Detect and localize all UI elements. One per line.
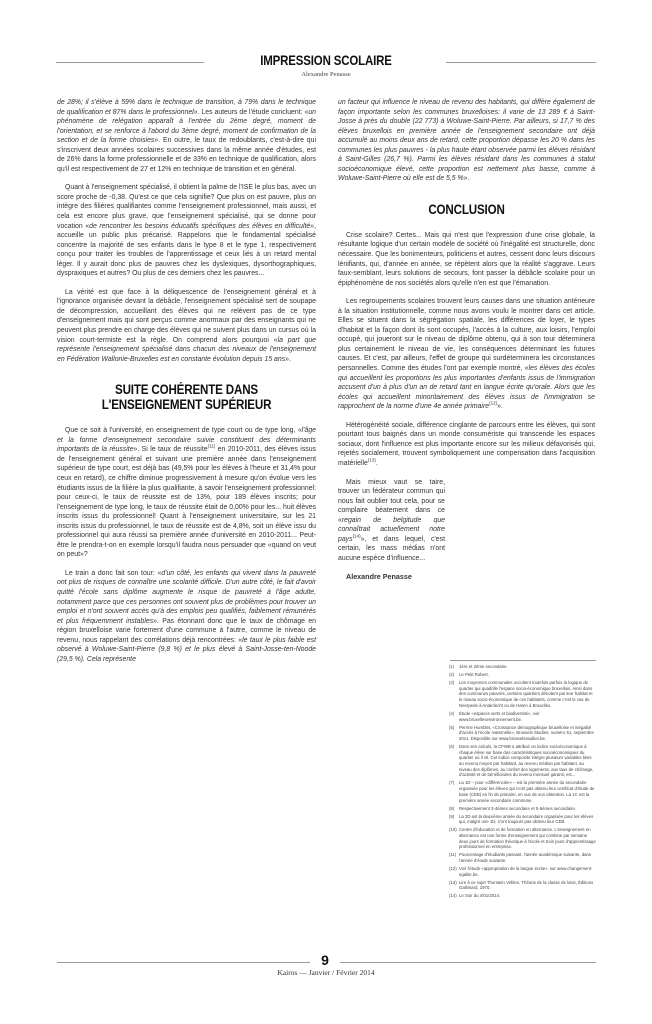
footnote-item [449, 780, 597, 803]
footnote-number: (11) [449, 852, 457, 858]
footnote-item [449, 711, 597, 722]
footnote-item [449, 852, 597, 863]
footnote-ref[interactable]: (14) [352, 533, 361, 539]
footnote-text: Dans ses calculs, la CFWB a attribué un indice socioéconomique à chaque élève sur base des caractéristiques socioéconomiques du quartier où il vit. Cet indice composite intègre plusieurs variables liées au revenu moyen par habitant, au revenu médian par habitant, au niveau des diplômes, au confort des logements, aux taux de chômage, d'activité et de bénéficiaires du revenu mensuel garanti, etc... [459, 743, 594, 778]
footnote-number: (2) [449, 672, 455, 677]
paragraph: La vérité est que face à la déliquescence de l'enseignement général et à l'ignorance organisée devant la débâcle, l'enseignement spécialisé sert de soupape de décompression, accueillant des élèves qui ne relèvent pas de ce type d'enseignement mais qui sont perçus comme anormaux par des enseignants qui ne peuvent plus prendre en charge des élèves qui ne suivent plus dans un cursus où la vision court-termiste est la règle. On comprend alors pourquoi «la part que représente l'enseignement spécialisé dans chacun des niveaux de l'enseignement en Fédération Wallonie-Bruxelles est en constante évolution depuis 15 ans». [57, 288, 316, 363]
footnote-text: Perrine Humblet, «Croissance démographique bruxelloise et inégalité d'accès à l'école maternelle», Brussels Studies, numéro 51, septembre 2011. Disponible sur www.brusselsstudies.be . [459, 724, 594, 741]
footnote-text: Lire à ce sujet Thorstein Veblen, Théorie de la classe de loisir, Éditions Gallimard, 1970. [459, 879, 594, 891]
section-heading: SUITE COHÉRENTE DANS L'ENSEIGNEMENT SUPÉRIEUR [101, 382, 272, 413]
footnote-item [449, 880, 597, 891]
footnote-text: Le Petit Robert. [459, 672, 489, 677]
footnote-text: La 2D est la deuxième année du secondaire organisée pour les élèves qui, malgré une 1D, n'ont toujours pas obtenu leur CEB. [459, 813, 594, 825]
section-title: IMPRESSION SCOLAIRE [260, 52, 392, 68]
footnote-item [449, 814, 597, 825]
footnote-text: Le Soir du 4/01/2014. [459, 893, 501, 899]
footnote-number: (3) [449, 680, 455, 685]
paragraph: Hétérogénéité sociale, différence cinglante de parcours entre les élèves, qui sont pourtant tous baignés dans un monde consumériste qui transcende les espaces sociaux, dont l'influence est plus importante encore sur les milieux défavorisés qui, rejetés socialement, trouvent symboliquement une compensation dans l'acquisition matérielle$^{(13)}$. [338, 421, 595, 467]
footnote-item [449, 725, 597, 742]
paragraph: Les regroupements scolaires trouvent leurs causes dans une situation antérieure à la situation institutionnelle, comme nous avons voulu le montrer dans cet article. Elles se situent dans la ségrégation spatiale, les différences de loyer, le types d'habitat et la façon dont ils sont occupés, l'accès à la culture, aux loisirs, l'emploi occupé, qui joueront sur le niveau de diplôme obtenu, qui à son tour déterminera plus certainement le niveau de vie, les conséquences déterminant les futures causes. Et c'est, par ailleurs, l'effet de groupe qui surdéterminera les circonstances personnelles. Comme des études l'ont par exemple montré, «les élèves des écoles qui accueillent les proportions les plus importantes d'enfants issus de l'immigration accusent d'un à plus d'un an de retard tant en langue écrite qu'orale. Alors que les écoles qui accueillent minoritairement des élèves issus de l'immigration se rapprochent de la norme d'une 4e année primaire$^{(12)}$». [338, 298, 595, 411]
header-author: Alexandre Penasse [301, 71, 351, 78]
footnote-item [449, 827, 597, 850]
signature: Alexandre Penasse [346, 572, 412, 582]
column-right [338, 98, 595, 591]
paragraph: Quant à l'enseignement spécialisé, il obtient la palme de l'ISE le plus bas, avec un score proche de -0,38. Qu'est ce que cela signifie? Que plus on est pauvre, plus on intègre des filières qualifiantes comme l'enseignement professionnel, mais aussi, et cela est encore plus grave, que l'enseignement spécialisé, qui se donne pour vocation «de rencontrer les besoins éducatifs spécifiques des élèves en difficulté», accueille un public plus précarisé. Rappelons que le fondamental spécialisé concentre la majorité de ses enfants dans le type 8 et le type 1, respectivement conçu pour traiter les troubles de l'apprentissage et ceux liés à un retard mental léger. Il y aurait donc plus de pauvres chez les dyslexiques, dysorthographiques, dyspraxiques et autres? Ou plus de ces derniers chez les pauvres... [57, 184, 316, 278]
footnote-text: Respectivement 3-4èmes secondaire et 5-6èmes secondaire. [459, 805, 577, 811]
footnote-text: Pourcentage d'étudiants passant, l'année académique suivante, dans l'année d'étude suivante. [459, 852, 592, 864]
footnote-number: (7) [449, 780, 455, 786]
footnote-ref[interactable]: (11) [207, 444, 216, 450]
footnote-number: (14) [449, 893, 457, 899]
page-number: 9 [321, 952, 329, 968]
footnote-text: Étude «espaces verts et biodiversité», voir www.bruxellesenvironnement.be. [459, 710, 540, 722]
footnote-text: Voir l'étude «appropriation de la langue écrite», sur www.changement-egalite.be. [459, 866, 593, 877]
footer-rule-right [340, 962, 596, 963]
footnotes [449, 664, 597, 901]
footnote-number: (4) [449, 710, 455, 716]
conclusion-heading: CONCLUSION [428, 201, 505, 217]
footnote-number: (13) [449, 879, 457, 885]
paragraph: Que ce soit à l'université, en enseignement de type court ou de type long, «l'âge et la forme d'enseignement secondaire suivie constituent des déterminants importants de la réussite». Si le taux de réussite$^{(11)}$ en 2010-2011, des élèves issus de l'enseignement général et suivant une première année dans l'enseignement supérieur de type court, est déjà bas (49,5% pour les élèves à l'heure et 31,4% pour ceux en retard), ce chiffre diminue progressivement à mesure qu'on évolue vers les étudiants issus de la filière la plus qualifiante, à savoir l'enseignement professionnel: pour ceux-ci, le taux de réussite est de 13%, pour 189 élèves inscrits; pour l'enseignement de type long, le taux de réussite était de 0,00% pour les... huit élèves inscrits issus du professionnel! Quant à l'enseignement universitaire, sur les 21 inscrits issus du professionnel, le taux de réussite est de 4,8%, soit un élève issu du professionnel qui aura réussi sa première année d'université en 2010-2011... Peut-être le prendra-t-on en exemple lorsqu'il faudra nous persuader que «quand on veut on peut»? [57, 427, 316, 559]
footnote-item [449, 806, 597, 812]
paragraph: Le train a donc fait son tour: «d'un côté, les enfants qui vivent dans la pauvreté ont plus de risques de connaître une scolarité difficile. D'un autre côté, le fait d'avoir quitté l'école sans diplôme augmente le risque de pauvreté à l'âge adulte, notamment parce que ces personnes ont souvent plus de problèmes pour trouver un emploi et n'ont souvent accès qu'à des emplois peu qualifiés, faiblement rémunérés et plus fréquemment instables». Pas étonnant donc que le taux de chômage en région bruxelloise varie fortement d'une commune à l'autre, comme le niveau de revenu, nous rappelant des corrélations déjà rencontrées: «le taux le plus faible est observé à Woluwe-Saint-Pierre (9,8 %) et le plus élevé à Saint-Josse-ten-Noode (29,5 %). Cela représente [57, 569, 317, 663]
footnote-number: (10) [449, 827, 457, 833]
footnote-item [449, 744, 597, 778]
footnote-number: (6) [449, 743, 455, 749]
footnote-item [449, 664, 597, 670]
footnote-item [449, 893, 597, 899]
footnote-number: (8) [449, 805, 455, 811]
footer-rule-left [57, 962, 310, 963]
footnote-number: (12) [449, 866, 457, 872]
page-header [56, 52, 596, 82]
footnotes-rule [450, 660, 596, 661]
footnote-item [449, 866, 597, 877]
footnote-text: Les moyennes communales occultent toutefois parfois la logique de quartier qui quadrille l'espace socio-économique bruxellois. Ainsi dans des communes pauvres, certains quartiers dénotent par leur habitat et le niveau socio-économique de ces habitants, comme c'est le cas de Neerpede à Anderlecht ou de Haren à Bruxelles. [459, 680, 593, 708]
paragraph: Crise scolaire? Certes... Mais qui n'est que l'expression d'une crise globale, la résultante logique d'un certain modèle de société où l'inégalité est structurelle, donc nécessaire. Que les bonimenteurs, politiciens et autres, cessent donc leurs discours lénifiants, qui, d'année en année, se répètent alors que la réalité s'aggrave. Leurs faux-semblant, leurs solutions de secours, font passer la débâcle scolaire pour un épiphénomène de nos sociétés alors qu'elle n'en est que l'émanation. [338, 231, 595, 287]
paragraph: Mais mieux vaut se taire, trouver un fédérateur commun qui nous fait oublier tout cela, pour se complaire béatement dans ce «regain de belgitude que connaîtrait actuellement notre pays$^{(14)}$», et dans lequel, c'est certain, les mass médias n'ont aucune espèce d'influence... [338, 478, 445, 562]
footnote-ref[interactable]: (13) [367, 457, 376, 463]
footnote-number: (1) [449, 664, 455, 669]
column-left [57, 98, 316, 673]
paragraph: de 28%; il s'élève à 59% dans le technique de transition, à 79% dans le technique de qualification et 87% dans le professionnel». Les auteurs de l'étude concluent: «un phénomène de relégation apparaît à l'entrée du 2ème degré, moment de l'orientation, et se renforce à l'abord du 3ème degré, moment de confirmation de la section et de la forme choisies». En outre, le taux de redoublants, c'est-à-dire qui s'inscrivent deux années scolaires successives dans la même année d'études, est de 26% dans la forme professionnelle et de 33% en technique de qualification, alors qu'il est respectivement de 27 et 12% en technique de transition et en général. [57, 99, 317, 173]
footnote-number: (5) [449, 724, 455, 730]
footnote-item [449, 672, 597, 678]
paragraph: un facteur qui influence le niveau de revenu des habitants, qui diffère également de façon importante selon les communes bruxelloises: il varie de 13 289 € à Saint-Josse à près du double (22 773) à Woluwe-Saint-Pierre. Par ailleurs, si 17,7 % des élèves bruxellois en première année de l'enseignement secondaire ont déjà accumulé au moins deux ans de retard, cette proportion dépasse les 20 % dans les communes les plus pauvres - la plus haute étant observée parmi les élèves résidant à Saint-Gilles (26,7 %). Parmi les élèves résidant dans les communes à statut socioéconomique élevé, cette proportion est nettement plus basse, comme à Woluwe-Saint-Pierre où elle est de 5,5 %». [338, 99, 595, 183]
issue-info: Kairos — Janvier / Février 2014 [277, 968, 375, 977]
footnote-number: (9) [449, 813, 455, 819]
footnote-text: 1ère et 2ème secondaire. [459, 664, 508, 669]
footnote-item [449, 680, 597, 709]
footnote-ref[interactable]: (12) [489, 400, 498, 406]
footnote-text: La 1D – pour «différenciée» – est la première année du secondaire organisée pour les élèves qui n'ont pas obtenu leur certificat d'étude de base (CEB) en fin de primaire, en vue de son obtention. La 1C est la première année secondaire commune. [459, 780, 595, 803]
footnote-text: Centre d'éducation et de formation en alternance. L'enseignement en alternance est une forme d'enseignement qui combine par semaine deux jours de formation théorique à l'école et trois jours d'apprentissage professionnel en entreprise. [459, 827, 596, 850]
